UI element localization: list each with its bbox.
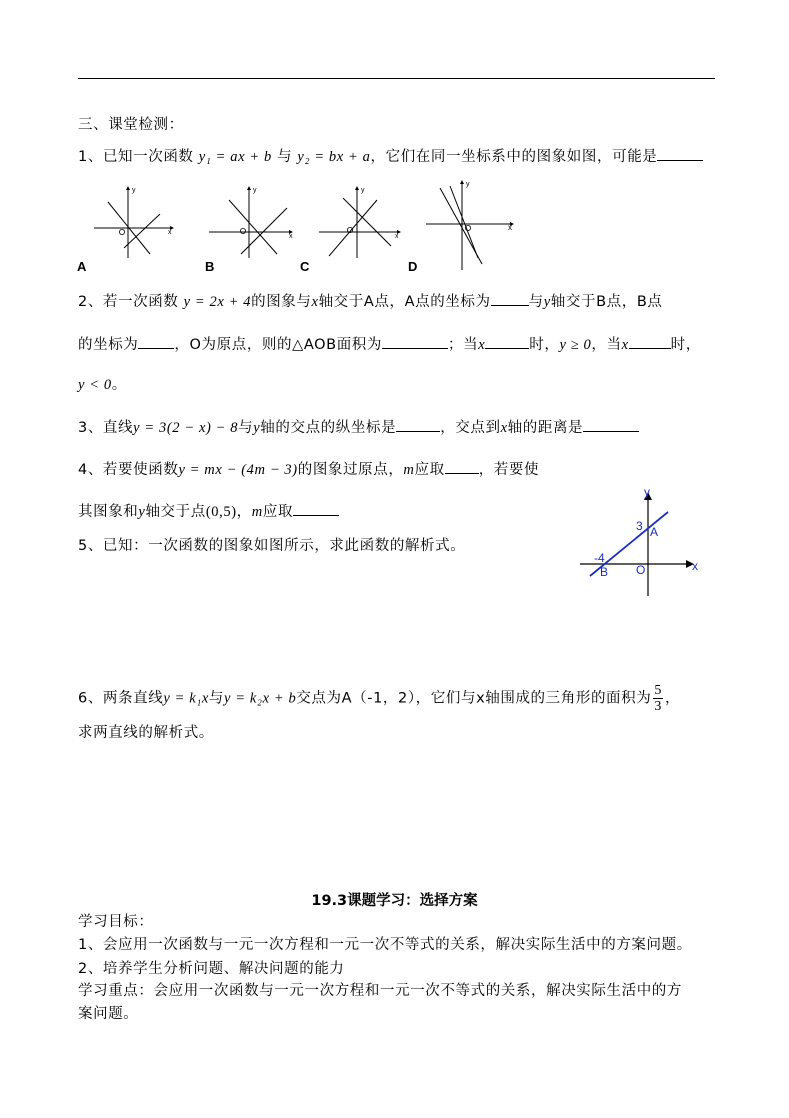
option-a-label: A	[77, 259, 87, 274]
option-b-label: B	[205, 259, 215, 274]
svg-text:y: y	[253, 187, 257, 194]
goal-label: 学习目标：	[78, 914, 154, 930]
graph-option-b	[205, 182, 300, 262]
svg-text:x: x	[395, 233, 399, 240]
question-4-line1: 4、若要使函数y = mx − (4m − 3)的图象过原点，m应取 ，若要使	[78, 462, 540, 478]
q5-x-label: x	[692, 559, 698, 573]
graph-option-d	[420, 178, 520, 273]
q2-blank-b-coord[interactable]	[138, 335, 174, 349]
option-c-label: C	[300, 259, 310, 274]
graph-option-c	[315, 182, 405, 262]
question-2-line1: 2、若一次函数 y = 2x + 4的图象与x轴交于A点，A点的坐标为 与y轴交于B点，B点	[78, 294, 663, 310]
question-6-line1: 6、两条直线y = k₁x与y = k₂x + b交点为A（-1，2），它们与x轴围成的三角形的面积为 $\frac{5}{3}$ ，	[78, 683, 681, 714]
svg-text:y: y	[132, 187, 136, 194]
q5-point-b-label: B	[600, 565, 609, 579]
q5-y-intercept-value: 3	[636, 519, 643, 533]
q2-blank-a-coord[interactable]	[491, 292, 529, 306]
question-2-line2: 的坐标为 ，O为原点，则的△AOB面积为 ；当x 时，y ≥ 0，当x 时，	[78, 337, 701, 353]
svg-text:y: y	[361, 187, 365, 194]
question-6-line2: 求两直线的解析式。	[78, 725, 214, 741]
q3-blank-2[interactable]	[583, 418, 639, 432]
q5-graph	[578, 484, 708, 600]
graph-option-a	[88, 182, 178, 262]
q5-point-a-label: A	[650, 525, 659, 539]
q1-eq2: y₂ = bx + a	[297, 149, 371, 165]
svg-text:x: x	[508, 223, 512, 232]
question-4-line2: 其图象和y轴交于点(0,5)，m应取	[78, 500, 339, 521]
question-2-line3: y < 0。	[78, 377, 127, 393]
triangle-area-fraction: $\frac{5}{3}$	[654, 683, 662, 714]
goal-2: 2、培养学生分析问题、解决问题的能力	[78, 961, 345, 977]
q5-y-label: y	[644, 485, 650, 499]
svg-text:y: y	[466, 181, 470, 188]
question-1: 1、已知一次函数 y₁ = ax + b 与 y₂ = bx + a，它们在同一坐标系中的图象如图，可能是	[78, 145, 703, 166]
q1-eq1: y₁ = ax + b	[198, 149, 272, 165]
q1-answer-blank[interactable]	[657, 147, 703, 161]
q4-blank-1[interactable]	[445, 460, 479, 474]
focus-line-1: 学习重点：会应用一次函数与一元一次方程和一元一次不等式的关系，解决实际生活中的方	[78, 983, 682, 999]
q3-blank-1[interactable]	[396, 418, 440, 432]
q4-blank-2[interactable]	[293, 502, 339, 516]
option-d-label: D	[408, 259, 418, 274]
goal-1: 1、会应用一次函数与一元一次方程和一元一次不等式的关系，解决实际生活中的方案问题。	[78, 937, 692, 953]
svg-text:x: x	[289, 233, 293, 240]
q2-blank-cond1[interactable]	[485, 335, 529, 349]
section-header: 三、课堂检测：	[78, 117, 184, 133]
question-3: 3、直线y = 3(2 − x) − 8与y轴的交点的纵坐标是 ，交点到x轴的距离是	[78, 416, 639, 437]
svg-text:x: x	[168, 229, 172, 236]
q5-origin-label: O	[636, 563, 646, 577]
header-rule	[78, 78, 715, 79]
q5-x-intercept-value: -4	[594, 551, 605, 565]
q2-blank-cond2[interactable]	[629, 335, 671, 349]
focus-line-2: 案问题。	[78, 1006, 139, 1022]
lesson-title: 19.3课题学习：选择方案	[311, 893, 478, 909]
question-5: 5、已知：一次函数的图象如图所示，求此函数的解析式。	[78, 538, 466, 554]
q2-blank-area[interactable]	[382, 335, 448, 349]
